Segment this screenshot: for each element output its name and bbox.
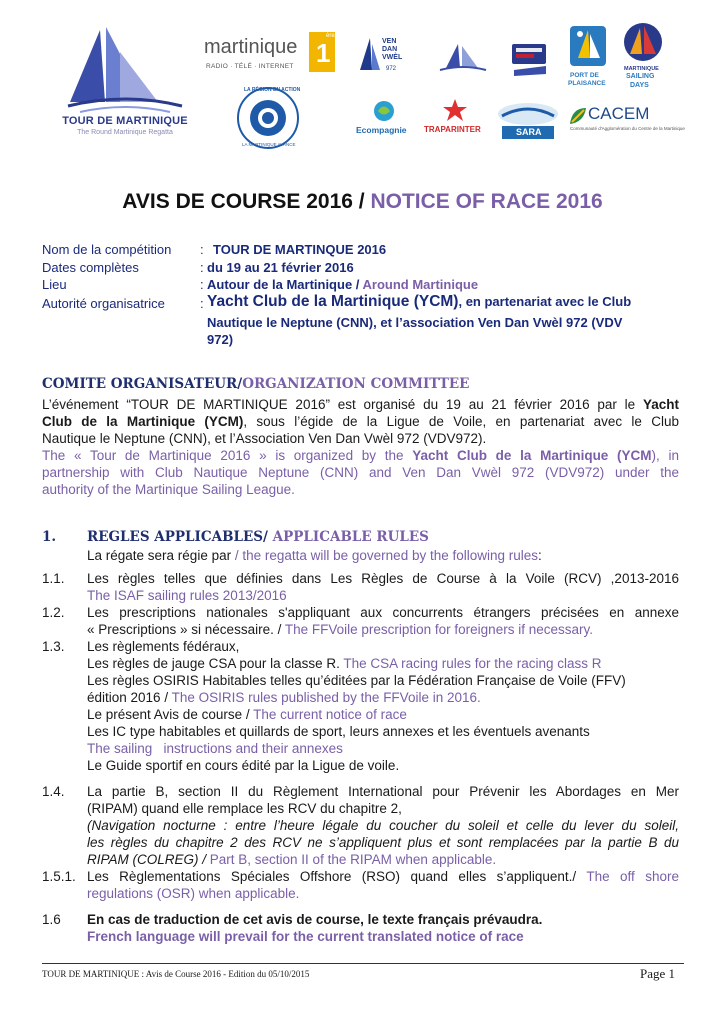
- rule-1-4-line-3: (Navigation nocturne : entre l’heure légale du coucher du soleil et celle du lever du soleil,: [87, 818, 679, 833]
- rule-1-3-line-6: Les IC type habitables et quillards de sport, leurs annexes et les éventuels avenants: [87, 724, 590, 739]
- rule-1-3-line-3: Les règles OSIRIS Habitables telles qu’éditées par la Fédération Française de Voile (FFV): [87, 673, 626, 688]
- rule-1-3-line-1: Les règlements fédéraux,: [87, 639, 240, 654]
- title-en: NOTICE OF RACE 2016: [370, 190, 603, 213]
- info-value-dates: du 19 au 21 février 2016: [207, 260, 354, 275]
- title-fr: AVIS DE COURSE 2016 /: [122, 190, 371, 213]
- rule-1-4-l5-en: Part B, section II of the RIPAM when applicable.: [209, 852, 497, 867]
- page-number: Page 1: [640, 966, 676, 981]
- rule-1-3-num: 1.3.: [42, 639, 65, 654]
- comite-heading-fr: COMITE ORGANISATEUR/: [42, 376, 243, 392]
- comite-en-line-2: partnership with Club Nautique Neptune (CNN) and Ven Dan Vwèl 972 (VDV972) under the: [42, 465, 679, 480]
- traparinter-name: TRAPARINTER: [424, 125, 481, 134]
- comite-en-line-3: authority of the Martinique Sailing League.: [42, 482, 295, 497]
- rule-1-3-line-2: [87, 656, 602, 671]
- comite-en-l1c: ), in: [651, 448, 679, 463]
- info-value-lieu: [207, 277, 478, 292]
- rule-1-1-num: 1.1.: [42, 571, 65, 586]
- ecompagnie-logo: [356, 100, 416, 138]
- rule-1-3-l4-en: The OSIRIS rules published by the FFVoile in 2016.: [171, 690, 481, 705]
- martinique-1-name: martinique: [204, 36, 298, 58]
- region-seal-text: LA RÉGION EN ACTION: [244, 87, 301, 93]
- rule-1-3-line-7: The sailing instructions and their annexes: [87, 741, 343, 756]
- ecompagnie-swirl-icon: [372, 100, 396, 122]
- comite-fr-l2b: , sous l’égide de la Ligue de Voile, en partenariat avec le Club: [243, 414, 679, 429]
- region-seal-sub: LA MARTINIQUE AVANCE: [242, 142, 296, 147]
- vdv-num: 972: [386, 66, 397, 72]
- rule-1-4-line-2: (RIPAM) quand elle remplace les RCV du chapitre 2,: [87, 801, 402, 816]
- info-label-lieu: Lieu: [42, 277, 67, 292]
- sailing-days-line-3: DAYS: [630, 82, 649, 89]
- sail-icon: [358, 36, 380, 76]
- comite-heading: [42, 376, 469, 392]
- rule-1-4-line-5: [87, 852, 496, 867]
- info-label-autorite: Autorité organisatrice: [42, 296, 165, 311]
- sailing-days-line-1: MARTINIQUE: [624, 66, 659, 72]
- ven-dan-vwel-logo: [358, 36, 408, 78]
- club-sail-logo-icon: [438, 40, 488, 76]
- marina-icon: [568, 24, 608, 68]
- rules-intro-en: / the regatta will be governed by the following rules: [234, 548, 539, 563]
- rules-intro-end: :: [538, 548, 542, 563]
- rule-1-3-l2-en: The CSA racing rules for the racing class R: [343, 656, 602, 671]
- rule-1-4-line-1: La partie B, section II du Règlement International pour Prévenir les Abordages en Mer: [87, 784, 679, 799]
- page-title: [0, 190, 725, 214]
- rule-1-3-l4-fr: édition 2016 /: [87, 690, 172, 705]
- rules-heading-en: APPLICABLE RULES: [272, 529, 429, 545]
- cacem-sub: Communauté d'Agglomération du Centre de la Martinique: [570, 126, 685, 131]
- autorite-cont-1: Nautique le Neptune (CNN), et l’association Ven Dan Vwèl 972 (VDV: [207, 315, 623, 330]
- rule-1-3-l5-en: The current notice of race: [253, 707, 407, 722]
- comite-fr-l1b: Yacht: [642, 397, 679, 412]
- comite-fr-line-2: [42, 414, 679, 429]
- comite-heading-en: ORGANIZATION COMMITTEE: [242, 376, 470, 392]
- rules-heading: [87, 529, 429, 545]
- rule-1-3-line-4: [87, 690, 481, 705]
- main-logo-title: TOUR DE MARTINIQUE: [62, 115, 188, 127]
- ecompagnie-name: Ecompagnie: [356, 125, 407, 135]
- rule-1-5-1-fr: Les Règlementations Spéciales Offshore (RSO) quand elles s’appliquent./: [87, 869, 587, 884]
- rule-1-2-fr-2: « Prescriptions » si nécessaire. /: [87, 622, 285, 637]
- sara-logo: [496, 102, 560, 140]
- cacem-logo: [568, 104, 685, 138]
- info-sep-4: :: [200, 296, 204, 311]
- lieu-fr: Autour de la Martinique /: [207, 277, 363, 292]
- region-en-action-seal: [236, 86, 300, 150]
- tour-de-martinique-logo: [60, 22, 190, 137]
- autorite-ycm: Yacht Club de la Martinique (YCM): [207, 293, 459, 310]
- rule-1-2-line-2: [87, 622, 593, 637]
- region-seal-icon: [236, 86, 300, 150]
- sailing-days-line-2: SAILING: [626, 73, 655, 80]
- comite-fr-line-1: [42, 397, 679, 412]
- sponsor-logos-header: [0, 0, 725, 160]
- rule-1-6-num: 1.6: [42, 912, 61, 927]
- rule-1-1-en: The ISAF sailing rules 2013/2016: [87, 588, 287, 603]
- rule-1-2-num: 1.2.: [42, 605, 65, 620]
- info-label-dates: Dates complètes: [42, 260, 139, 275]
- one-badge-icon: [309, 32, 335, 72]
- comite-fr-l2a: Club de la Martinique (YCM): [42, 414, 244, 429]
- rule-1-5-1-en-2: regulations (OSR) when applicable.: [87, 886, 300, 901]
- rules-intro-fr: La régate sera régie par: [87, 548, 235, 563]
- port-line-1: PORT DE: [570, 72, 599, 79]
- sara-band: [502, 126, 554, 139]
- info-value-name: TOUR DE MARTINQUE 2016: [213, 242, 387, 257]
- rule-1-2-en: The FFVoile prescription for foreigners if necessary.: [284, 622, 593, 637]
- vdv-line-3: VWÈL: [382, 54, 403, 61]
- info-sep-2: :: [200, 260, 204, 275]
- star-icon: [442, 98, 468, 122]
- martinique-1-ere: ère: [326, 33, 335, 39]
- rule-1-1-fr: Les règles telles que définies dans Les Règles de Course à la Voile (RCV) ,2013-2016: [87, 571, 679, 586]
- vdv-line-1: VEN: [382, 38, 397, 45]
- sara-wave-icon: [496, 102, 560, 126]
- info-value-autorite: [207, 293, 631, 311]
- martinique-1ere-logo: [204, 32, 344, 77]
- rule-1-3-l2-fr: Les règles de jauge CSA pour la classe R.: [87, 656, 344, 671]
- yacht-club-flag-icon: [510, 40, 550, 80]
- rules-num: 1.: [42, 529, 57, 545]
- rule-1-3-l5-fr: Le présent Avis de course /: [87, 707, 254, 722]
- sail-emblem-icon: [60, 22, 190, 117]
- rule-1-4-line-4: les règles du chapitre 2 des RCV ne s’appliquent plus et sont remplacées par la partie B du: [87, 835, 679, 850]
- comite-fr-l1a: L’événement “TOUR DE MARTINIQUE 2016” est organisé du 19 au 21 février 2016 par le: [42, 397, 643, 412]
- autorite-cont-2: 972): [207, 332, 234, 347]
- info-label-name: Nom de la compétition: [42, 242, 172, 257]
- footer-divider: [42, 963, 684, 964]
- autorite-rest: , en partenariat avec le Club: [458, 294, 632, 309]
- martinique-1-tag: RADIO · TÉLÉ · INTERNET: [206, 63, 294, 70]
- lieu-en: Around Martinique: [362, 277, 479, 292]
- port-line-2: PLAISANCE: [568, 80, 606, 87]
- info-sep-3: :: [200, 277, 204, 292]
- martinique-1-num: 1: [316, 38, 331, 68]
- comite-fr-line-3: Nautique le Neptune (CNN), et l’Association Ven Dan Vwèl 972 (VDV972).: [42, 431, 487, 446]
- cacem-name: CACEM: [588, 104, 650, 123]
- rule-1-5-1-line-1: [87, 869, 679, 884]
- rule-1-5-1-num: 1.5.1.: [42, 869, 76, 884]
- rules-heading-fr: REGLES APPLICABLES/: [87, 529, 273, 545]
- rule-1-3-line-5: [87, 707, 407, 722]
- sara-name: SARA: [516, 127, 542, 137]
- vdv-line-2: DAN: [382, 46, 398, 53]
- rule-1-2-fr-1: Les prescriptions nationales s'appliquant aux concurrents étrangers précisées en annexe: [87, 605, 679, 620]
- comite-en-line-1: [42, 448, 679, 463]
- info-sep-1: :: [200, 242, 204, 257]
- comite-en-l1b: Yacht Club de la Martinique (YCM: [412, 448, 652, 463]
- comite-en-l1a: The « Tour de Martinique 2016 » is organized by the: [42, 448, 413, 463]
- port-de-plaisance-logo: [566, 24, 610, 96]
- footer-left: TOUR DE MARTINIQUE : Avis de Course 2016 - Edition du 05/10/2015: [42, 969, 310, 979]
- martinique-sailing-days-logo: [620, 22, 668, 94]
- rule-1-4-num: 1.4.: [42, 784, 65, 799]
- rule-1-6-fr: En cas de traduction de cet avis de course, le texte français prévaudra.: [87, 912, 543, 927]
- rules-intro: [87, 548, 542, 563]
- cacem-leaf-icon: [568, 106, 588, 126]
- traparinter-logo: [424, 98, 484, 138]
- rule-1-5-1-en-1: The off shore: [586, 869, 679, 884]
- sailing-days-circle-icon: [620, 22, 666, 62]
- rule-1-4-l5-fr: RIPAM (COLREG) /: [87, 852, 210, 867]
- rule-1-3-line-8: Le Guide sportif en cours édité par la Ligue de voile.: [87, 758, 400, 773]
- main-logo-subtitle: The Round Martinique Regatta: [77, 129, 173, 136]
- rule-1-6-en: French language will prevail for the current translated notice of race: [87, 929, 524, 944]
